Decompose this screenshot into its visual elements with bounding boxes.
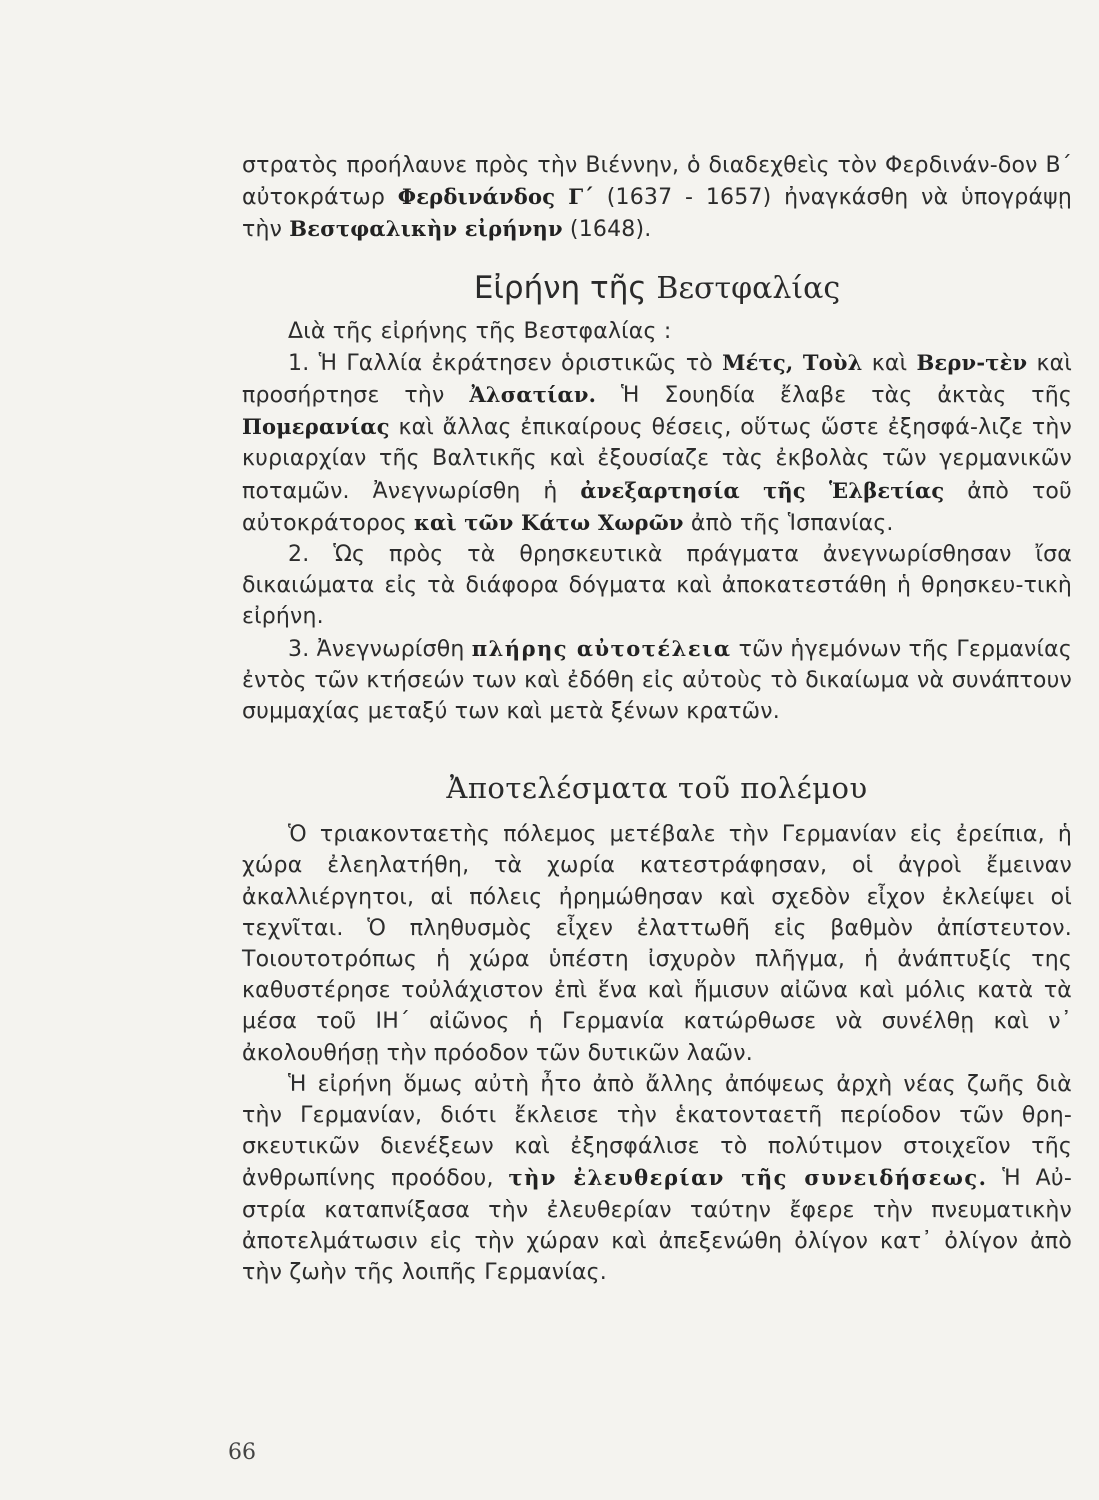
heading-word: Βεστφαλίας	[656, 270, 841, 306]
section-heading-westphalia	[242, 270, 1072, 306]
bold-term: Πομερανίας	[242, 414, 390, 440]
bold-term: καὶ τῶν Κάτω Χωρῶν	[414, 509, 684, 535]
text-run: τῶν ἡγεμόνων τῆς Γερμανίας ἐντὸς τῶν κτήσεών των καὶ ἐδόθη εἰς αὐτοὺς τὸ δικαίωμα νὰ συνάπτουν συμμαχίας μεταξύ των καὶ μετὰ ξένων κρατῶν.	[242, 636, 1072, 725]
text-run: καὶ	[862, 350, 917, 376]
page-number: 66	[228, 1440, 256, 1465]
heading-word: τῆς	[590, 269, 647, 306]
text-run: ἀπὸ τοῦ αὐτοκράτορος	[242, 478, 1072, 536]
text-run: (1637 - 1657) ἠναγκάσθη νὰ ὑπογράψῃ τὴν	[242, 185, 1072, 243]
bold-term: ἀνεξαρτησία τῆς Ἑλβετίας	[580, 477, 945, 503]
paragraph-point-1	[242, 347, 1072, 539]
bold-term: Μέτς, Τοὺλ	[722, 349, 863, 375]
text-run: (1648).	[562, 217, 652, 243]
bold-term: Φερδινάνδος Γ΄	[397, 184, 595, 210]
text-run: ἀπὸ τῆς Ἱσπανίας.	[683, 510, 894, 536]
paragraph-point-3	[242, 633, 1072, 728]
paragraph-intro	[242, 150, 1072, 246]
text-run: Ἡ Σουηδία ἔλαβε τὰς ἀκτὰς τῆς	[596, 383, 1072, 409]
text-run: καὶ ἄλλας ἐπικαίρους θέσεις, οὕτως ὥστε ἐξησφά-λιζε τὴν κυριαρχίαν τῆς Βαλτικῆς καὶ ἐξουσίαζε τὰς ἐκβολὰς τῶν γερμανικῶν ποταμῶν. Ἀνεγνωρίσθη ἡ	[242, 415, 1072, 504]
paragraph-results-1: Ὁ τριακονταετὴς πόλεμος μετέβαλε τὴν Γερμανίαν εἰς ἐρείπια, ἡ χώρα ἐλεηλατήθη, τὰ χωρία κατεστράφησαν, οἱ ἀγροὶ ἔμειναν ἀκαλλιέργητοι, αἱ πόλεις ἠρημώθησαν καὶ σχεδὸν εἶχον ἐκλείψει οἱ τεχνῖται. Ὁ πληθυσμὸς εἶχεν ἐλαττωθῆ εἰς βαθμὸν ἀπίστευτον. Τοιουτοτρόπως ἡ χώρα ὑπέστη ἰσχυρὸν πλῆγμα, ἡ ἀνάπτυξίς της καθυστέρησε τοὐλάχιστον ἐπὶ ἕνα καὶ ἥμισυν αἰῶνα καὶ μόλις κατὰ τὰ μέσα τοῦ ΙΗ΄ αἰῶνος ἡ Γερμανία κατώρθωσε νὰ συνέλθῃ καὶ ν᾽ ἀκολουθήσῃ τὴν πρόοδον τῶν δυτικῶν λαῶν.	[242, 822, 1072, 1066]
bold-term: Βεστφαλικὴν εἰρήνην	[289, 216, 563, 242]
heading-word: Εἰρήνη	[473, 269, 581, 306]
text-run: στρατὸς προήλαυνε πρὸς τὴν Βιέννην, ὁ διαδεχθεὶς τὸν Φερδινάν-δον Β΄ αὐτοκράτωρ	[242, 153, 1072, 211]
paragraph-point-2: 2. Ὡς πρὸς τὰ θρησκευτικὰ πράγματα ἀνεγνωρίσθησαν ἴσα δικαιώματα εἰς τὰ διάφορα δόγματα καὶ ἀποκατεστάθη ἡ θρησκευ-τικὴ εἰρήνη.	[242, 542, 1072, 630]
bold-term: Βερν-τὲν	[916, 349, 1028, 375]
text-run: καὶ προσήρτησε τὴν	[242, 350, 1073, 409]
paragraph-results-2	[242, 1069, 1072, 1288]
bold-term: πλήρης αὐτοτέλεια	[471, 635, 732, 661]
text-run: Ἡ εἰρήνη ὅμως αὐτὴ ἦτο ἀπὸ ἄλλης ἀπόψεως ἀρχὴ νέας ζωῆς διὰ τὴν Γερμανίαν, διότι ἔκλεισε τὴν ἑκατονταετῆ περίοδον τῶν θρη-σκευτικῶν διενέξεων καὶ ἐξησφάλισε τὸ πολύτιμον στοιχεῖον τῆς ἀνθρωπίνης προόδου,	[242, 1071, 1072, 1192]
text-run: 3. Ἀνεγνωρίσθη	[288, 636, 472, 662]
text-run: Ἡ Αὐ-στρία καταπνίξασα τὴν ἐλευθερίαν ταύτην ἔφερε τὴν πνευματικὴν ἀποτελμάτωσιν εἰς τὴν χώραν καὶ ἀπεξενώθη ὀλίγον κατ᾽ ὀλίγον ἀπὸ τὴν ζωὴν τῆς λοιπῆς Γερμανίας.	[242, 1166, 1072, 1286]
bold-term: τὴν ἐλευθερίαν τῆς συνειδήσεως.	[508, 1165, 988, 1191]
text-run: 1. Ἡ Γαλλία ἐκράτησεν ὁριστικῶς τὸ	[288, 350, 723, 376]
page-body	[242, 150, 1072, 1288]
section-heading-results: Ἀποτελέσματα τοῦ πολέμου	[446, 771, 868, 806]
bold-term: Ἀλσατίαν.	[469, 382, 597, 408]
intro-line: Διὰ τῆς εἰρήνης τῆς Βεστφαλίας :	[288, 318, 672, 344]
